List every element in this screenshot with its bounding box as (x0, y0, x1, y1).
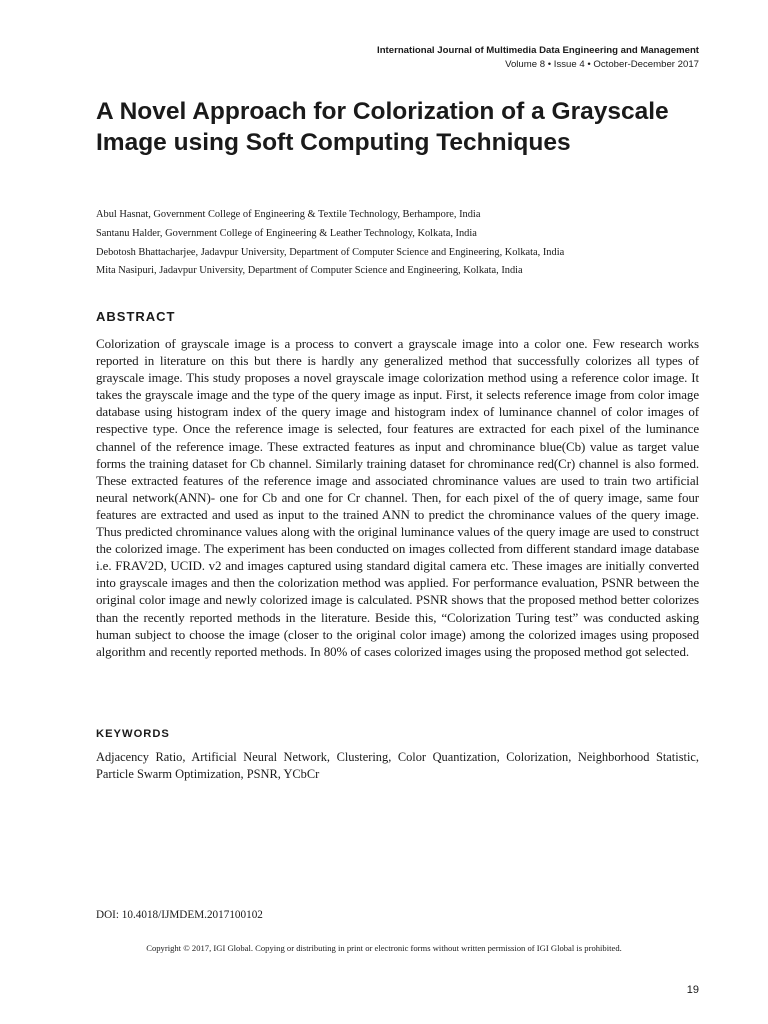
keywords-body: Adjacency Ratio, Artificial Neural Network, Clustering, Color Quantization, Colorization, Neighborhood Statistic, Particle Swarm Optimization, PSNR, YCbCr (96, 750, 699, 781)
copyright-notice: Copyright © 2017, IGI Global. Copying or distributing in print or electronic forms without written permission of IGI Global is prohibited. (146, 943, 622, 953)
author-affiliation: Debotosh Bhattacharjee, Jadavpur University, Department of Computer Science and Engineering, Kolkata, India (96, 246, 565, 258)
doi-link[interactable]: DOI: 10.4018/IJMDEM.2017100102 (96, 909, 263, 921)
author-list (96, 206, 706, 281)
author-affiliation: Abul Hasnat, Government College of Engineering & Textile Technology, Berhampore, India (96, 209, 481, 220)
paper-title: A Novel Approach for Colorization of a Grayscale Image using Soft Computing Techniques (96, 98, 669, 156)
page-number: 19 (686, 984, 699, 996)
issue-info: Volume 8 • Issue 4 • October-December 2017 (505, 59, 699, 70)
author-affiliation: Santanu Halder, Government College of Engineering & Leather Technology, Kolkata, India (96, 227, 477, 239)
abstract-body: Colorization of grayscale image is a process to convert a grayscale image into a color one. Few research works reported in literature on this but there is hardly any generalized method that successfully colorizes all types of grayscale image. This study proposes a novel grayscale image colorization method using a reference color image. It takes the grayscale image and the type of the query image as input. First, it selects reference image from color image database using histogram index of the query image and histogram index of luminance channel of color images of respective type. Once the reference image is selected, four features are extracted for each pixel of the luminance channel of the reference image. These extracted features as input and chrominance blue(Cb) value as target value forms the training dataset for Cb channel. Similarly training dataset for chrominance red(Cr) channel is also formed. These extracted features of the reference image and associated chrominance values are used to train two artificial neural network(ANN)- one for Cb and one for Cr channel. Then, for each pixel of the of query image, same four features are extracted and used as input to the trained ANN to predict the chrominance values of the query image. Thus predicted chrominance values along with the original luminance values of the query image are used to construct the colorized image. The experiment has been conducted on images collected from different standard image database i.e. FRAV2D, UCID. v2 and images captured using standard digital camera etc. These images are initially converted into grayscale images and then the colorization method was applied. For performance evaluation, PSNR between the original color image and newly colorized image is calculated. PSNR shows that the proposed method better colorizes than the recently reported methods in the literature. Beside this, “Colorization Turing test” was conducted asking human subject to choose the image (closer to the original color image) among the colorized images using proposed algorithm and recently reported methods. In 80% of cases colorized images using the proposed method got selected. (96, 336, 699, 659)
journal-name: International Journal of Multimedia Data Engineering and Management (377, 45, 699, 56)
author-affiliation: Mita Nasipuri, Jadavpur University, Department of Computer Science and Engineering, Kolkata, India (96, 265, 523, 277)
abstract-heading: ABSTRACT (96, 309, 176, 324)
journal-header (377, 44, 699, 72)
keywords-heading: KEYWORDS (96, 728, 170, 740)
